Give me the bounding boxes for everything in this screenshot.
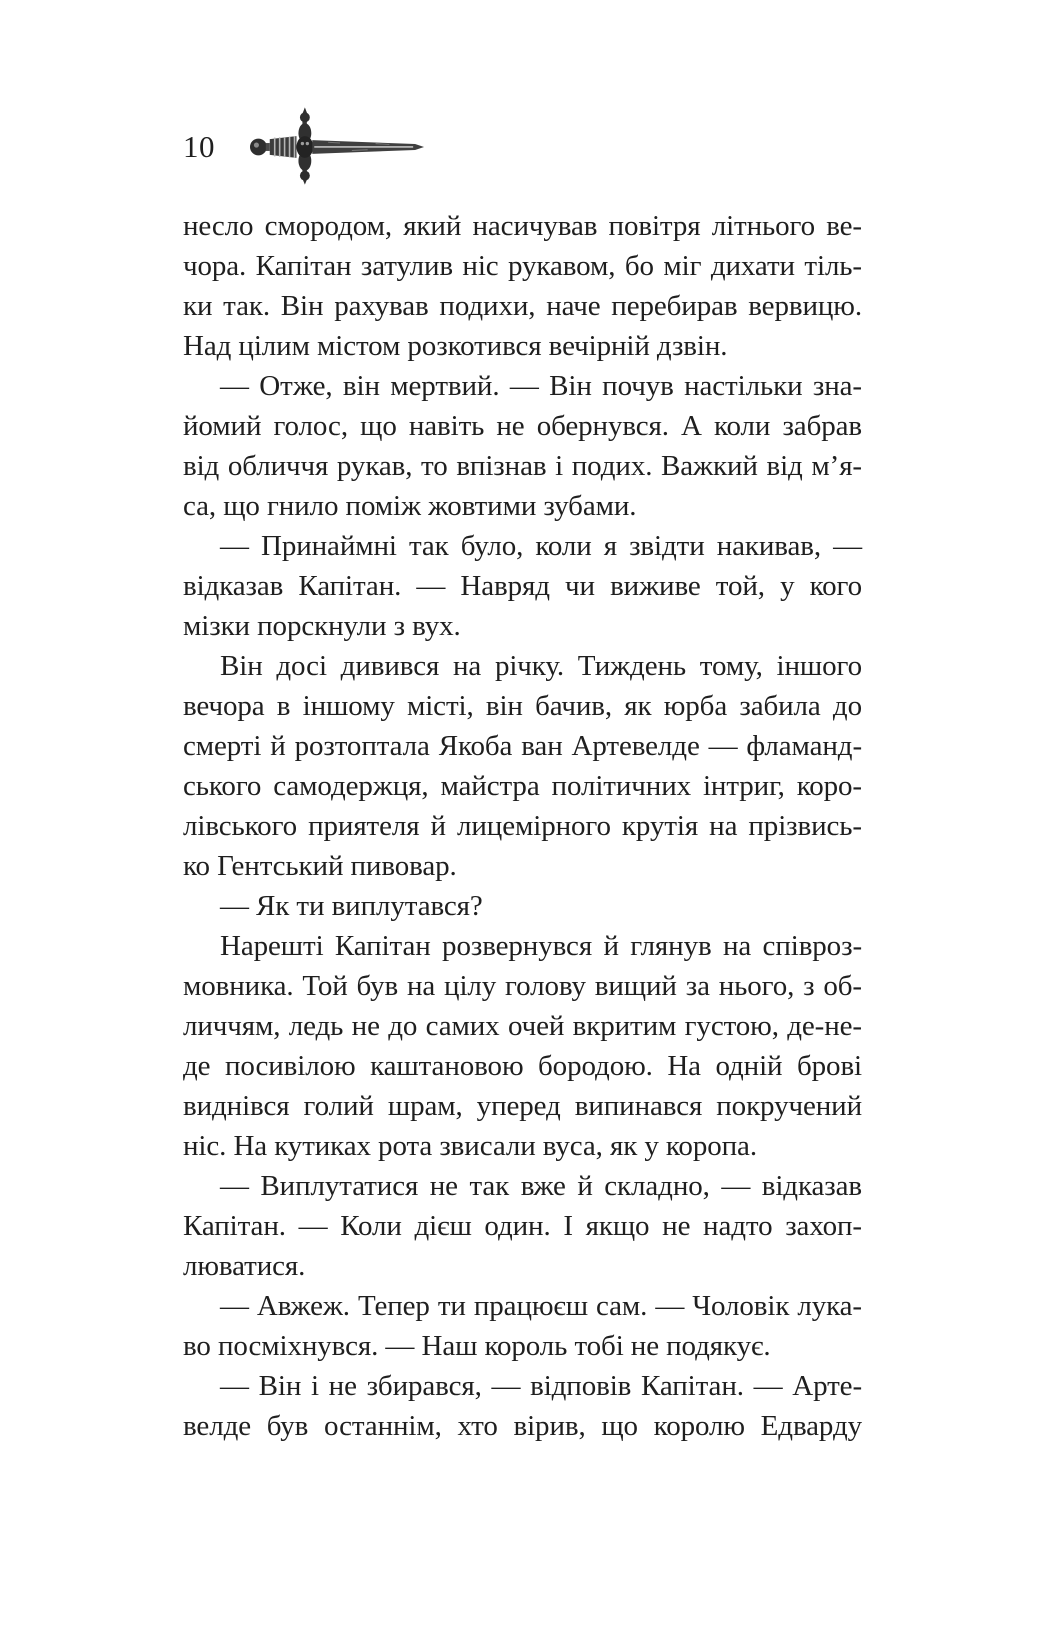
paragraph (183, 646, 862, 886)
page-number: 10 (183, 128, 215, 164)
text-line: велде був останнім, хто вірив, що королю Едварду (183, 1410, 862, 1442)
text-line: мовника. Той був на цілу голову вищий за нього, з об- (183, 970, 862, 1002)
text-line: са, що гнило поміж жовтими зубами. (183, 490, 637, 522)
text-line: ки так. Він рахував подихи, наче перебирав вервицю. (183, 290, 862, 322)
text-line: мізки порскнули з вух. (183, 610, 461, 642)
paragraph (183, 366, 862, 526)
text-line: смерті й розтоптала Якоба ван Артевелде — фламанд- (183, 730, 862, 762)
text-line: во посміхнувся. — Наш король тобі не подякує. (183, 1330, 771, 1362)
paragraph (183, 1366, 862, 1446)
paragraph (183, 886, 862, 926)
text-line: — Виплутатися не так вже й складно, — відказав (220, 1170, 862, 1202)
text-line: — Як ти виплутався? (220, 890, 483, 922)
text-line: ко Гентський пивовар. (183, 850, 457, 882)
text-line: Капітан. — Коли дієш один. І якщо не надто захоп- (183, 1210, 862, 1242)
text-line: вечора в іншому місті, він бачив, як юрба забила до (183, 690, 862, 722)
text-line: несло смородом, який насичував повітря літнього ве- (183, 210, 862, 242)
text-line: чора. Капітан затулив ніс рукавом, бо міг дихати тіль- (183, 250, 862, 282)
text-line: ського самодержця, майстра політичних інтриг, коро- (183, 770, 862, 802)
text-line: ніс. На кутиках рота звисали вуса, як у коропа. (183, 1130, 757, 1162)
text-line: від обличчя рукав, то впізнав і подих. Важкий від м’я- (183, 450, 862, 482)
text-line: де посивілою каштановою бородою. На одній брові (183, 1050, 862, 1082)
text-line: — Авжеж. Тепер ти працюєш сам. — Чоловік лука- (220, 1290, 862, 1322)
text-line: йомий голос, що навіть не обернувся. А коли забрав (183, 410, 862, 442)
text-line: — Отже, він мертвий. — Він почув настільки зна- (220, 370, 862, 402)
text-line: люватися. (183, 1250, 306, 1282)
paragraph (183, 1286, 862, 1366)
running-head (183, 104, 427, 188)
text-line: — Він і не збирався, — відповів Капітан. — Арте- (220, 1370, 862, 1402)
paragraph (183, 526, 862, 646)
text-line: Він досі дивився на річку. Тиждень тому, іншого (220, 650, 862, 682)
text-line: Над цілим містом розкотився вечірній дзвін. (183, 330, 728, 362)
text-line: Нарешті Капітан розвернувся й глянув на співроз- (220, 930, 862, 962)
dagger-ornament-icon (249, 107, 427, 185)
text-line: відказав Капітан. — Навряд чи виживе той, у кого (183, 570, 862, 602)
text-line: личчям, ледь не до самих очей вкритим густою, де-не- (183, 1010, 862, 1042)
page-text (183, 206, 862, 1446)
paragraph (183, 1166, 862, 1286)
text-line: — Принаймні так було, коли я звідти накивав, — (220, 530, 862, 562)
paragraph (183, 206, 862, 366)
text-line: лівського приятеля й лицемірного крутія на прізвись- (183, 810, 862, 842)
text-line: виднівся голий шрам, уперед випинався покручений (183, 1090, 862, 1122)
paragraph (183, 926, 862, 1166)
